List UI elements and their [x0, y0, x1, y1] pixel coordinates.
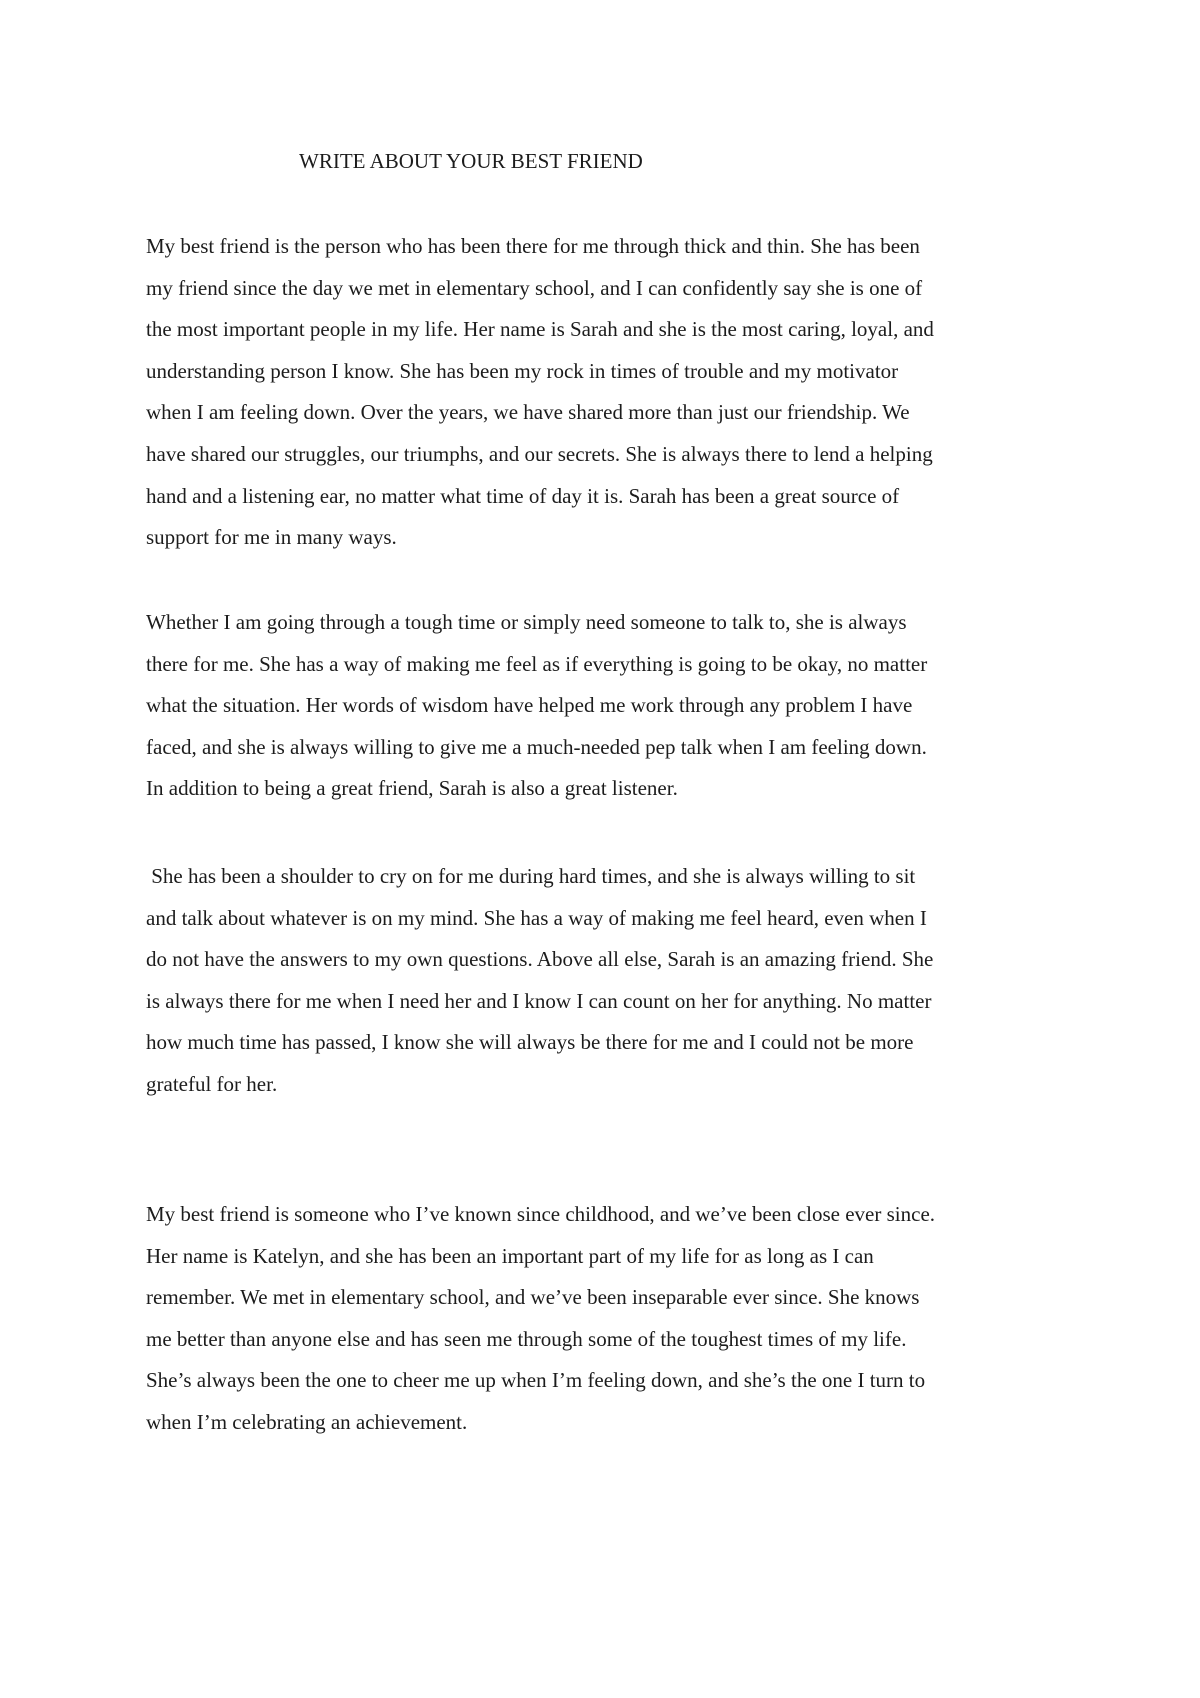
paragraph-line: Whether I am going through a tough time or simply need someone to talk to, she is always: [146, 610, 907, 634]
paragraph-line: understanding person I know. She has been my rock in times of trouble and my motivator: [146, 358, 899, 383]
paragraph-line: there for me. She has a way of making me feel as if everything is going to be okay, no matter: [146, 651, 928, 676]
paragraph-line: my friend since the day we met in elementary school, and I can confidently say she is one of: [146, 275, 923, 300]
paragraph-line: have shared our struggles, our triumphs, and our secrets. She is always there to lend a helping: [146, 441, 933, 466]
paragraph-line: She’s always been the one to cheer me up when I’m feeling down, and she’s the one I turn to: [146, 1368, 926, 1393]
paragraph-line: grateful for her.: [146, 1071, 278, 1096]
paragraph-2: [146, 602, 1076, 810]
paragraph-4: [146, 1194, 1076, 1444]
paragraph-line: how much time has passed, I know she will always be there for me and I could not be more: [146, 1030, 914, 1055]
paragraph-line: In addition to being a great friend, Sarah is also a great listener.: [146, 776, 678, 801]
paragraph-line: the most important people in my life. Her name is Sarah and she is the most caring, loyal, and: [146, 317, 934, 342]
paragraph-line: what the situation. Her words of wisdom have helped me work through any problem I have: [146, 693, 913, 718]
paragraph-3: [146, 856, 1076, 1106]
paragraph-line: when I am feeling down. Over the years, we have shared more than just our friendship. We: [146, 400, 910, 425]
paragraph-line: and talk about whatever is on my mind. She has a way of making me feel heard, even when I: [146, 905, 927, 930]
paragraph-line: My best friend is someone who I’ve known since childhood, and we’ve been close ever since.: [146, 1202, 936, 1226]
paragraph-line: is always there for me when I need her and I know I can count on her for anything. No matter: [146, 988, 932, 1013]
paragraph-line: remember. We met in elementary school, and we’ve been inseparable ever since. She knows: [146, 1285, 920, 1310]
paragraph-line: Her name is Katelyn, and she has been an important part of my life for as long as I can: [146, 1243, 874, 1268]
paragraph-line: My best friend is the person who has been there for me through thick and thin. She has been: [146, 234, 920, 258]
paragraph-line: me better than anyone else and has seen me through some of the toughest times of my life.: [146, 1326, 907, 1351]
paragraph-line: do not have the answers to my own questions. Above all else, Sarah is an amazing friend. She: [146, 947, 934, 972]
document-title: WRITE ABOUT YOUR BEST FRIEND: [299, 149, 643, 173]
paragraph-1: [146, 226, 1076, 559]
paragraph-line: when I’m celebrating an achievement.: [146, 1409, 468, 1434]
paragraph-line: hand and a listening ear, no matter what time of day it is. Sarah has been a great source of: [146, 483, 900, 508]
paragraph-line: faced, and she is always willing to give me a much-needed pep talk when I am feeling down.: [146, 734, 927, 759]
paragraph-line: support for me in many ways.: [146, 525, 397, 550]
paragraph-line: She has been a shoulder to cry on for me during hard times, and she is always willing to sit: [146, 864, 916, 888]
